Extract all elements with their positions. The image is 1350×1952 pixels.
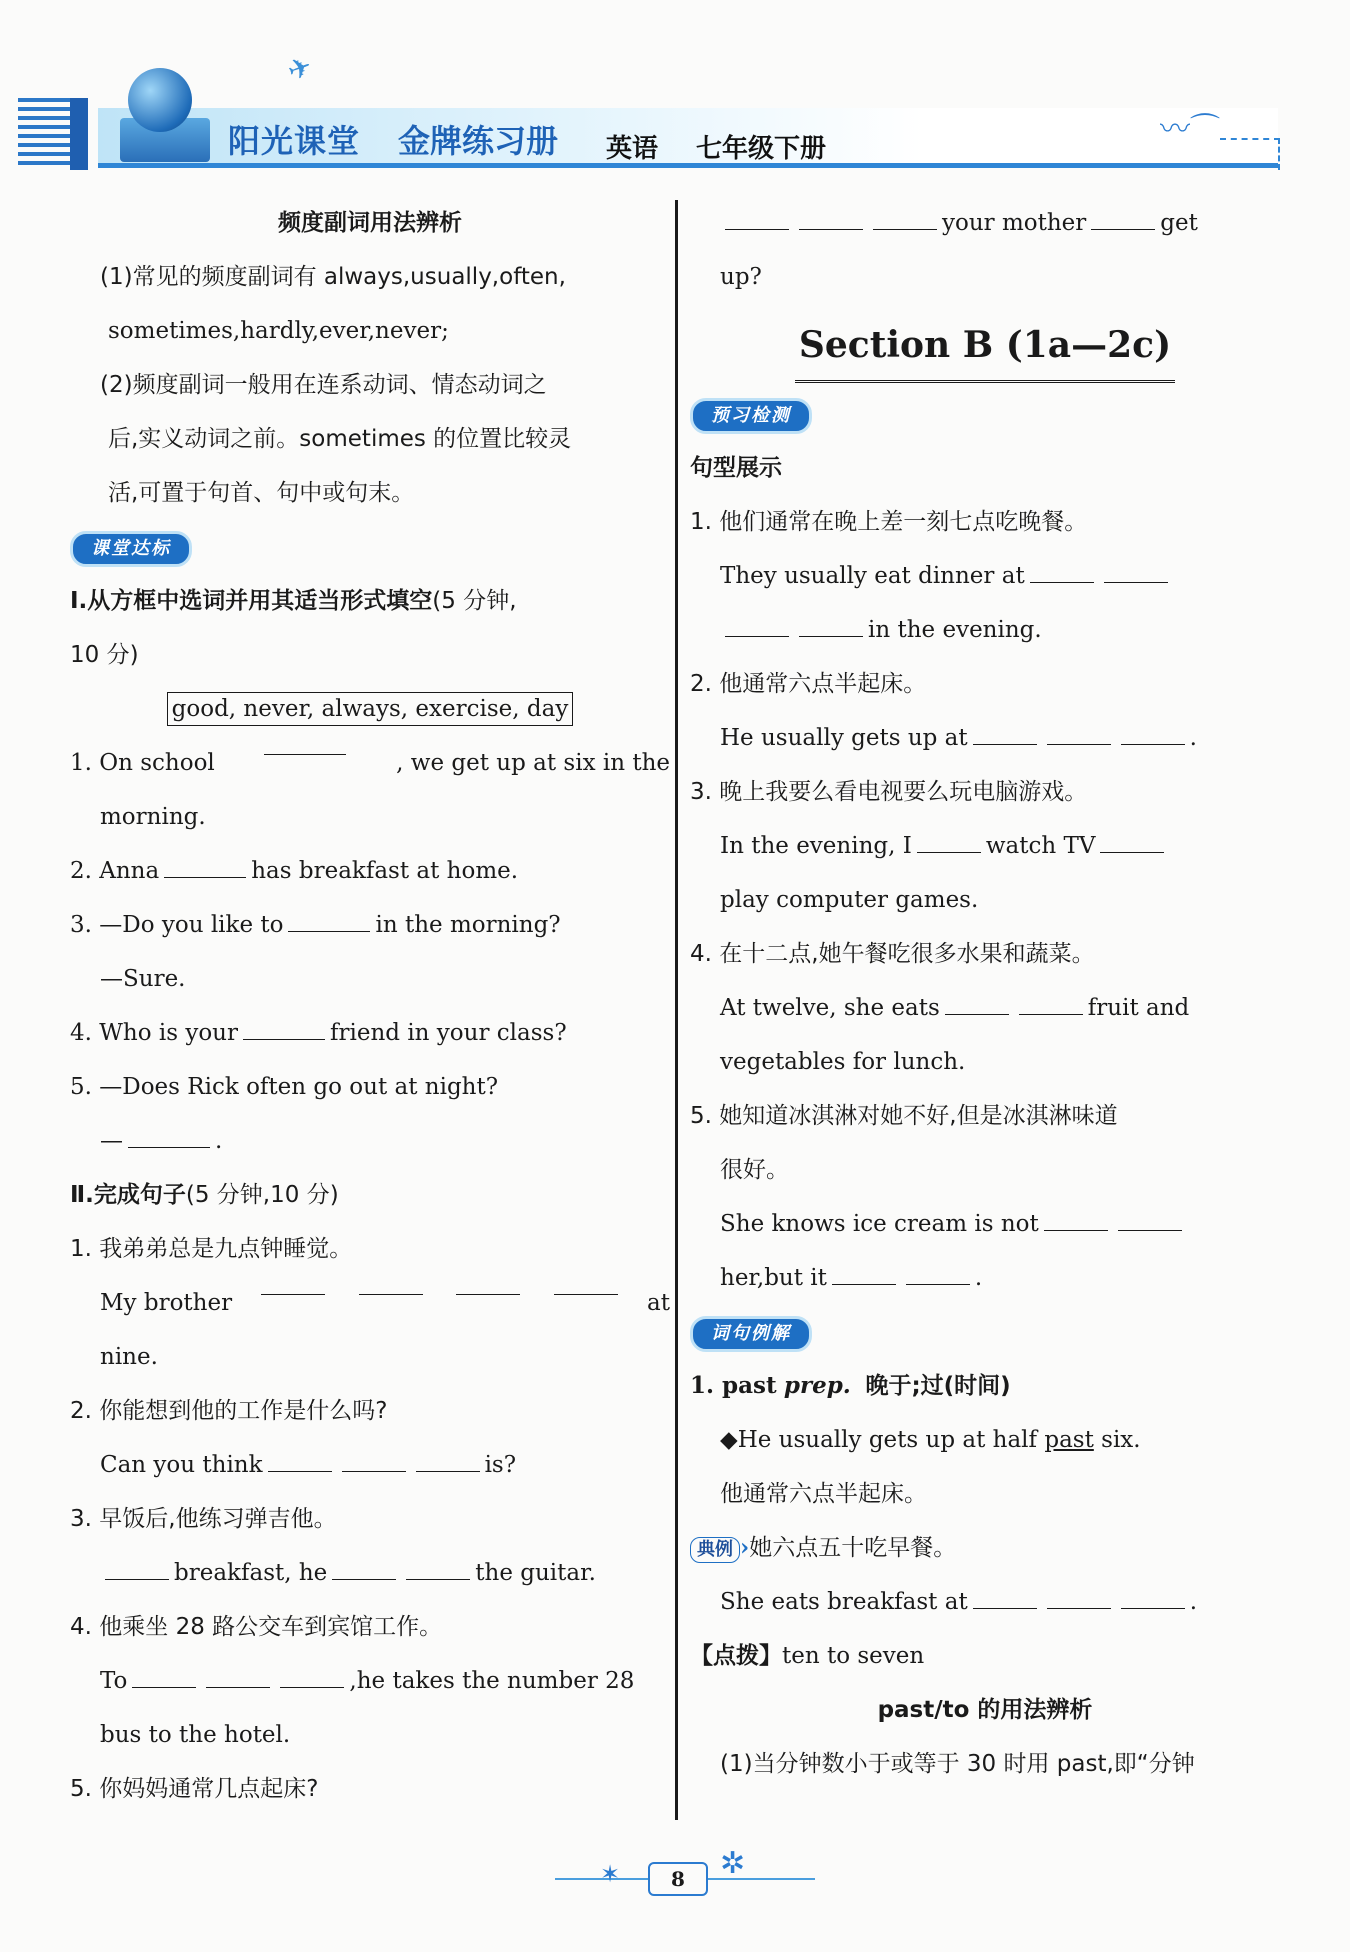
word1-heading [690, 1359, 1280, 1413]
s1-chinese: 1. 我弟弟总是九点钟睡觉。 [70, 1236, 353, 1262]
q5-period: . [215, 1128, 223, 1154]
p5-chinese-a: 5. 她知道冰淇淋对她不好,但是冰淇淋味道 [690, 1103, 1118, 1129]
blank[interactable] [973, 1590, 1037, 1609]
blank[interactable] [1047, 1590, 1111, 1609]
blank[interactable] [359, 1276, 423, 1295]
typical-example-a: She eats breakfast at [720, 1589, 968, 1615]
part2-title: Ⅱ.完成句子 [70, 1182, 186, 1208]
s5-text-a: your mother [942, 210, 1087, 236]
s5-line [690, 196, 1280, 250]
header-block [70, 98, 88, 170]
blank[interactable] [164, 859, 246, 878]
paper-plane-icon: ✈ [283, 48, 317, 89]
p1-text-b: in the evening. [868, 617, 1042, 643]
p2-text-a: He usually gets up at [720, 725, 968, 751]
q2-line [70, 844, 670, 898]
p3-text-a: In the evening, I [720, 833, 912, 859]
word1-meaning: 晚于;过(时间) [865, 1373, 1011, 1399]
blank[interactable] [132, 1669, 196, 1688]
blank[interactable] [1100, 834, 1164, 853]
part2-heading [70, 1168, 670, 1222]
blank[interactable] [554, 1276, 618, 1295]
s2-chinese: 2. 你能想到他的工作是什么吗? [70, 1398, 388, 1424]
blank[interactable] [1047, 726, 1111, 745]
section-tag-class: 课堂达标 [70, 531, 192, 567]
p5-line [690, 1197, 1280, 1251]
blank[interactable] [416, 1453, 480, 1472]
p3-line [690, 819, 1280, 873]
s5-text-b: get [1160, 210, 1198, 236]
blank[interactable] [243, 1021, 325, 1040]
palm-tree-icon: ✲ [720, 1846, 746, 1881]
blank[interactable] [1121, 726, 1185, 745]
p3-text-b: watch TV [985, 833, 1096, 859]
tip-line-1a: (1)常见的频度副词有 always,usually,often, [100, 264, 566, 290]
tip-title: 频度副词用法辨析 [278, 210, 462, 236]
blank[interactable] [917, 834, 981, 853]
blank[interactable] [288, 913, 370, 932]
s4-line [70, 1654, 670, 1708]
usage-title: past/to 的用法辨析 [877, 1697, 1093, 1723]
tip-line-1b: sometimes,hardly,ever,never; [108, 318, 449, 344]
p1-cont [690, 603, 1280, 657]
q1-text-a: 1. On school [70, 750, 215, 776]
blank[interactable] [906, 1266, 970, 1285]
q3-answer: —Sure. [100, 966, 186, 992]
p4-line [690, 981, 1280, 1035]
class-tag-row [70, 520, 670, 574]
header-dotted-corner [1220, 138, 1280, 170]
s2-text-a: Can you think [100, 1452, 263, 1478]
q4-text-a: 4. Who is your [70, 1020, 238, 1046]
p2-text-b: . [1189, 725, 1197, 751]
blank[interactable] [725, 211, 789, 230]
q3-line [70, 898, 670, 952]
blank[interactable] [973, 726, 1037, 745]
section-tag-preview: 预习检测 [690, 398, 812, 434]
typical-example-tag: 典例 [690, 1537, 740, 1563]
p2-chinese: 2. 他通常六点半起床。 [690, 671, 927, 697]
q1-line [70, 736, 670, 790]
book-title-2: 金牌练习册 [398, 122, 559, 160]
blank[interactable] [268, 1453, 332, 1472]
blank[interactable] [280, 1669, 344, 1688]
word1-example-b: six. [1101, 1427, 1141, 1453]
logo-globe-icon [128, 68, 192, 132]
blank[interactable] [1030, 564, 1094, 583]
s5-chinese: 5. 你妈妈通常几点起床? [70, 1776, 319, 1802]
s4-chinese: 4. 他乘坐 28 路公交车到宾馆工作。 [70, 1614, 443, 1640]
q2-text-b: has breakfast at home. [251, 858, 519, 884]
section-tag-examples: 词句例解 [690, 1316, 812, 1352]
blank[interactable] [105, 1561, 169, 1580]
word1-pos: prep. [783, 1372, 851, 1399]
q3-text-a: 3. —Do you like to [70, 912, 284, 938]
word-box: good, never, always, exercise, day [167, 692, 574, 726]
word1-term: 1. past [690, 1372, 777, 1399]
s4-cont: bus to the hotel. [100, 1722, 291, 1748]
p1-text-a: They usually eat dinner at [720, 563, 1025, 589]
birds-icon: 〰⌒ [1160, 112, 1220, 147]
grade-label: 七年级下册 [696, 134, 827, 164]
p5-text-a: She knows ice cream is not [720, 1211, 1039, 1237]
s4-text-a: To [100, 1668, 128, 1694]
q4-line [70, 1006, 670, 1060]
header-baseline [98, 163, 1278, 168]
q1-text-b: , we get up at six in the [396, 750, 670, 776]
blank[interactable] [264, 736, 346, 755]
preview-tag-row [690, 387, 1280, 441]
part2-score: (5 分钟,10 分) [185, 1182, 339, 1208]
q5-line: 5. —Does Rick often go out at night? [70, 1074, 499, 1100]
p5-text-c: . [974, 1265, 983, 1291]
q3-text-b: in the morning? [375, 912, 561, 938]
s3-chinese: 3. 早饭后,他练习弹吉他。 [70, 1506, 337, 1532]
s3-text-b: the guitar. [475, 1560, 596, 1586]
blank[interactable] [1091, 211, 1155, 230]
typical-example-line [690, 1575, 1280, 1629]
p1-line [690, 549, 1280, 603]
word1-example-a: ◆He usually gets up at half [720, 1427, 1038, 1453]
blank[interactable] [1104, 564, 1168, 583]
star-icon: ✶ [600, 1860, 621, 1888]
part1-score: (5 分钟, [432, 588, 517, 614]
examples-tag-row [690, 1305, 1280, 1359]
p4-text-b: fruit and [1087, 995, 1190, 1021]
s2-text-b: is? [484, 1452, 517, 1478]
subheading-sentences: 句型展示 [690, 455, 782, 481]
tip-line-2b: 后,实义动词之前。sometimes 的位置比较灵 [108, 426, 572, 452]
p3-chinese: 3. 晚上我要么看电视要么玩电脑游戏。 [690, 779, 1088, 805]
typical-example [690, 1521, 1280, 1575]
blank[interactable] [206, 1669, 270, 1688]
s3-line [70, 1546, 670, 1600]
word1-example-cn: 他通常六点半起床。 [720, 1481, 927, 1507]
part1-score-cont: 10 分) [70, 642, 139, 668]
s1-cont: nine. [100, 1344, 158, 1370]
q5-dash: — [100, 1128, 123, 1154]
s4-text-b: ,he takes the number 28 [349, 1668, 635, 1694]
typical-example-b: . [1189, 1589, 1198, 1615]
right-column [690, 196, 1280, 1791]
book-title-1: 阳光课堂 [228, 122, 361, 160]
blank[interactable] [725, 618, 789, 637]
blank[interactable] [456, 1276, 520, 1295]
s5-cont: up? [720, 264, 762, 290]
blank[interactable] [261, 1276, 325, 1295]
p2-line [690, 711, 1280, 765]
s3-text-a: breakfast, he [174, 1560, 328, 1586]
s1-text-a: My brother [100, 1290, 233, 1316]
word1-example [690, 1413, 1280, 1467]
q1-cont: morning. [100, 804, 206, 830]
tip-line-2c: 活,可置于句首、句中或句末。 [108, 480, 415, 506]
blank[interactable] [1044, 1212, 1108, 1231]
chevron-right-icon: › [740, 1534, 750, 1561]
part1-title: Ⅰ.从方框中选词并用其适当形式填空 [70, 588, 433, 614]
subject-label: 英语 [606, 134, 659, 164]
wordbox-row [70, 682, 670, 736]
hint-label: 【点拨】 [690, 1643, 782, 1669]
blank[interactable] [332, 1561, 396, 1580]
blank[interactable] [1121, 1590, 1185, 1609]
q2-text-a: 2. Anna [70, 858, 160, 884]
p4-cont: vegetables for lunch. [720, 1049, 966, 1075]
blank[interactable] [873, 211, 937, 230]
p5-chinese-b: 很好。 [720, 1157, 789, 1183]
part1-heading [70, 574, 670, 628]
p4-text-a: At twelve, she eats [720, 995, 940, 1021]
hint-text: ten to seven [782, 1643, 925, 1669]
tip-line-2a: (2)频度副词一般用在连系动词、情态动词之 [100, 372, 547, 398]
typical-example-cn: 她六点五十吃早餐。 [749, 1535, 957, 1561]
blank[interactable] [1019, 996, 1083, 1015]
blank[interactable] [128, 1129, 210, 1148]
s1-text-b: at [647, 1290, 670, 1316]
blank[interactable] [342, 1453, 406, 1472]
usage-line-1: (1)当分钟数小于或等于 30 时用 past,即“分钟 [720, 1751, 1195, 1777]
s2-line [70, 1438, 670, 1492]
left-column [70, 196, 670, 1816]
q4-text-b: friend in your class? [330, 1020, 567, 1046]
blank[interactable] [799, 211, 863, 230]
p5-text-b: her,but it [720, 1265, 827, 1291]
blank[interactable] [406, 1561, 470, 1580]
blank[interactable] [945, 996, 1009, 1015]
hint-line [690, 1629, 1280, 1683]
p4-chinese: 4. 在十二点,她午餐吃很多水果和蔬菜。 [690, 941, 1095, 967]
column-divider [675, 200, 678, 1820]
p5-cont [690, 1251, 1280, 1305]
word1-example-underline: past [1044, 1427, 1094, 1453]
q5-answer [70, 1114, 670, 1168]
blank[interactable] [799, 618, 863, 637]
blank[interactable] [1118, 1212, 1182, 1231]
p3-cont: play computer games. [720, 887, 979, 913]
section-title: Section B (1a—2c) [795, 310, 1175, 383]
page-number: 8 [648, 1862, 708, 1896]
p1-chinese: 1. 他们通常在晚上差一刻七点吃晚餐。 [690, 509, 1088, 535]
s1-line [70, 1276, 670, 1330]
blank[interactable] [832, 1266, 896, 1285]
